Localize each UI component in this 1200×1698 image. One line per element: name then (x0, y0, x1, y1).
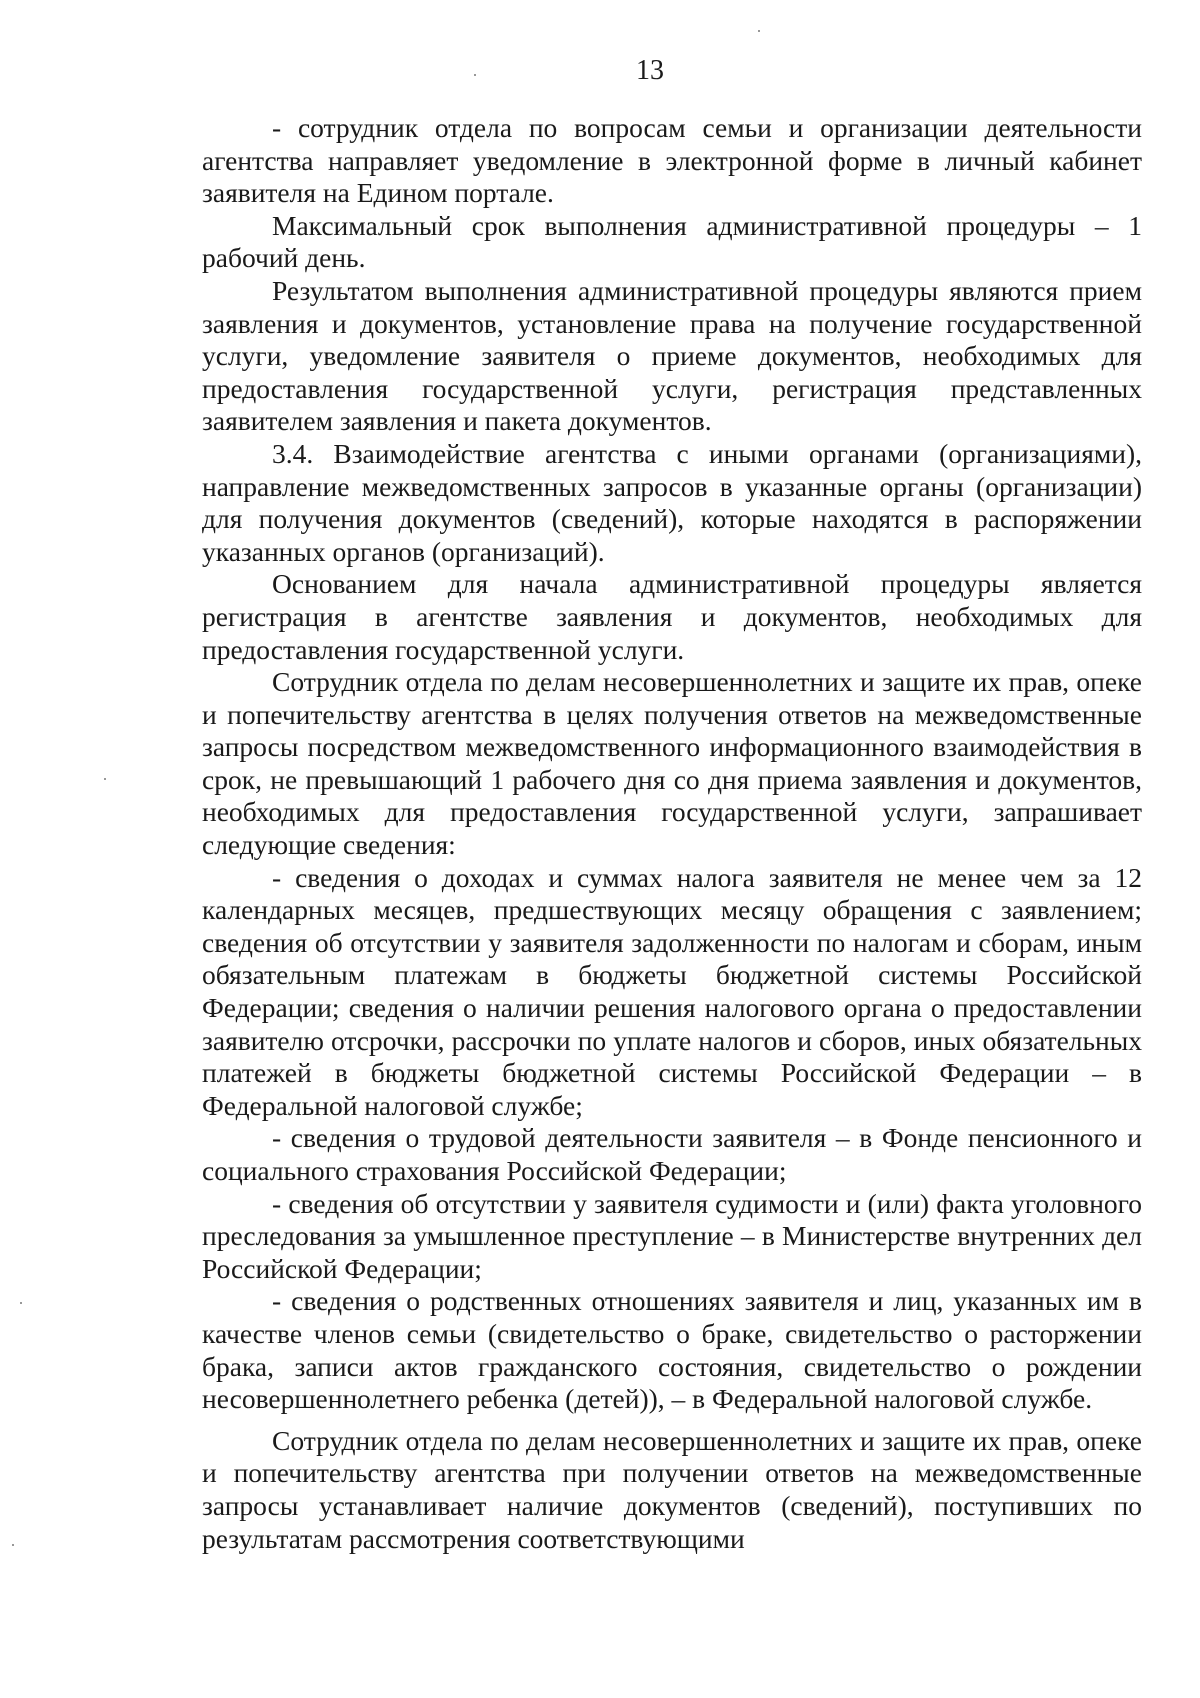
scan-speck (474, 74, 476, 76)
paragraph-basis: Основанием для начала административной процедуры является регистрация в агентстве заявления и документов, необходимых для предоставления государственной услуги. (202, 568, 1142, 665)
paragraph-responses: Сотрудник отдела по делам несовершеннолетних и защите их прав, опеке и попечительству агентства при получении ответов на межведомственные запросы устанавливает наличие документов (сведений), поступивших по результатам рассмотрения соответствующими (202, 1424, 1142, 1554)
document-body (202, 112, 1142, 1555)
list-item-family-relations: - сведения о родственных отношениях заявителя и лиц, указанных им в качестве членов семьи (свидетельство о браке, свидетельство о расторжении брака, записи актов гражданского состояния, свидетельство о рождении несовершеннолетнего ребенка (детей)), – в Федеральной налоговой службе. (202, 1285, 1142, 1415)
scan-speck (12, 1544, 14, 1546)
paragraph-notification: - сотрудник отдела по вопросам семьи и организации деятельности агентства направляет уведомление в электронной форме в личный кабинет заявителя на Едином портале. (202, 112, 1142, 209)
list-item-income: - сведения о доходах и суммах налога заявителя не менее чем за 12 календарных месяцев, предшествующих месяцу обращения с заявлением; сведения об отсутствии у заявителя задолженности по налогам и сборам, иным обязательным платежам в бюджеты бюджетной системы Российской Федерации; сведения о наличии решения налогового органа о предоставлении заявителю отсрочки, рассрочки по уплате налогов и сборов, иных обязательных платежей в бюджеты бюджетной системы Российской Федерации – в Федеральной налоговой службе; (202, 861, 1142, 1121)
list-item-employment: - сведения о трудовой деятельности заявителя – в Фонде пенсионного и социального страхования Российской Федерации; (202, 1122, 1142, 1186)
scan-speck (104, 778, 106, 780)
page-number: 13 (636, 55, 664, 86)
scan-speck (758, 30, 760, 32)
paragraph-result: Результатом выполнения административной процедуры являются прием заявления и документов, установление права на получение государственной услуги, уведомление заявителя о приеме документов, необходимых для предоставления государственной услуги, регистрация представленных заявителем заявления и пакета документов. (202, 274, 1142, 437)
scan-speck (20, 1302, 22, 1304)
paragraph-max-term: Максимальный срок выполнения административной процедуры – 1 рабочий день. (202, 209, 1142, 274)
paragraph-requests: Сотрудник отдела по делам несовершеннолетних и защите их прав, опеке и попечительству агентства в целях получения ответов на межведомственные запросы посредством межведомственного информационного взаимодействия в срок, не превышающий 1 рабочего дня со дня приема заявления и документов, необходимых для предоставления государственной услуги, запрашивает следующие сведения: (202, 666, 1142, 861)
list-item-criminal-record: - сведения об отсутствии у заявителя судимости и (или) факта уголовного преследования за умышленное преступление – в Министерстве внутренних дел Российской Федерации; (202, 1187, 1142, 1284)
paragraph-section-3-4: 3.4. Взаимодействие агентства с иными органами (организациями), направление межведомственных запросов в указанные органы (организации) для получения документов (сведений), которые находятся в распоряжении указанных органов (организаций). (202, 437, 1142, 567)
